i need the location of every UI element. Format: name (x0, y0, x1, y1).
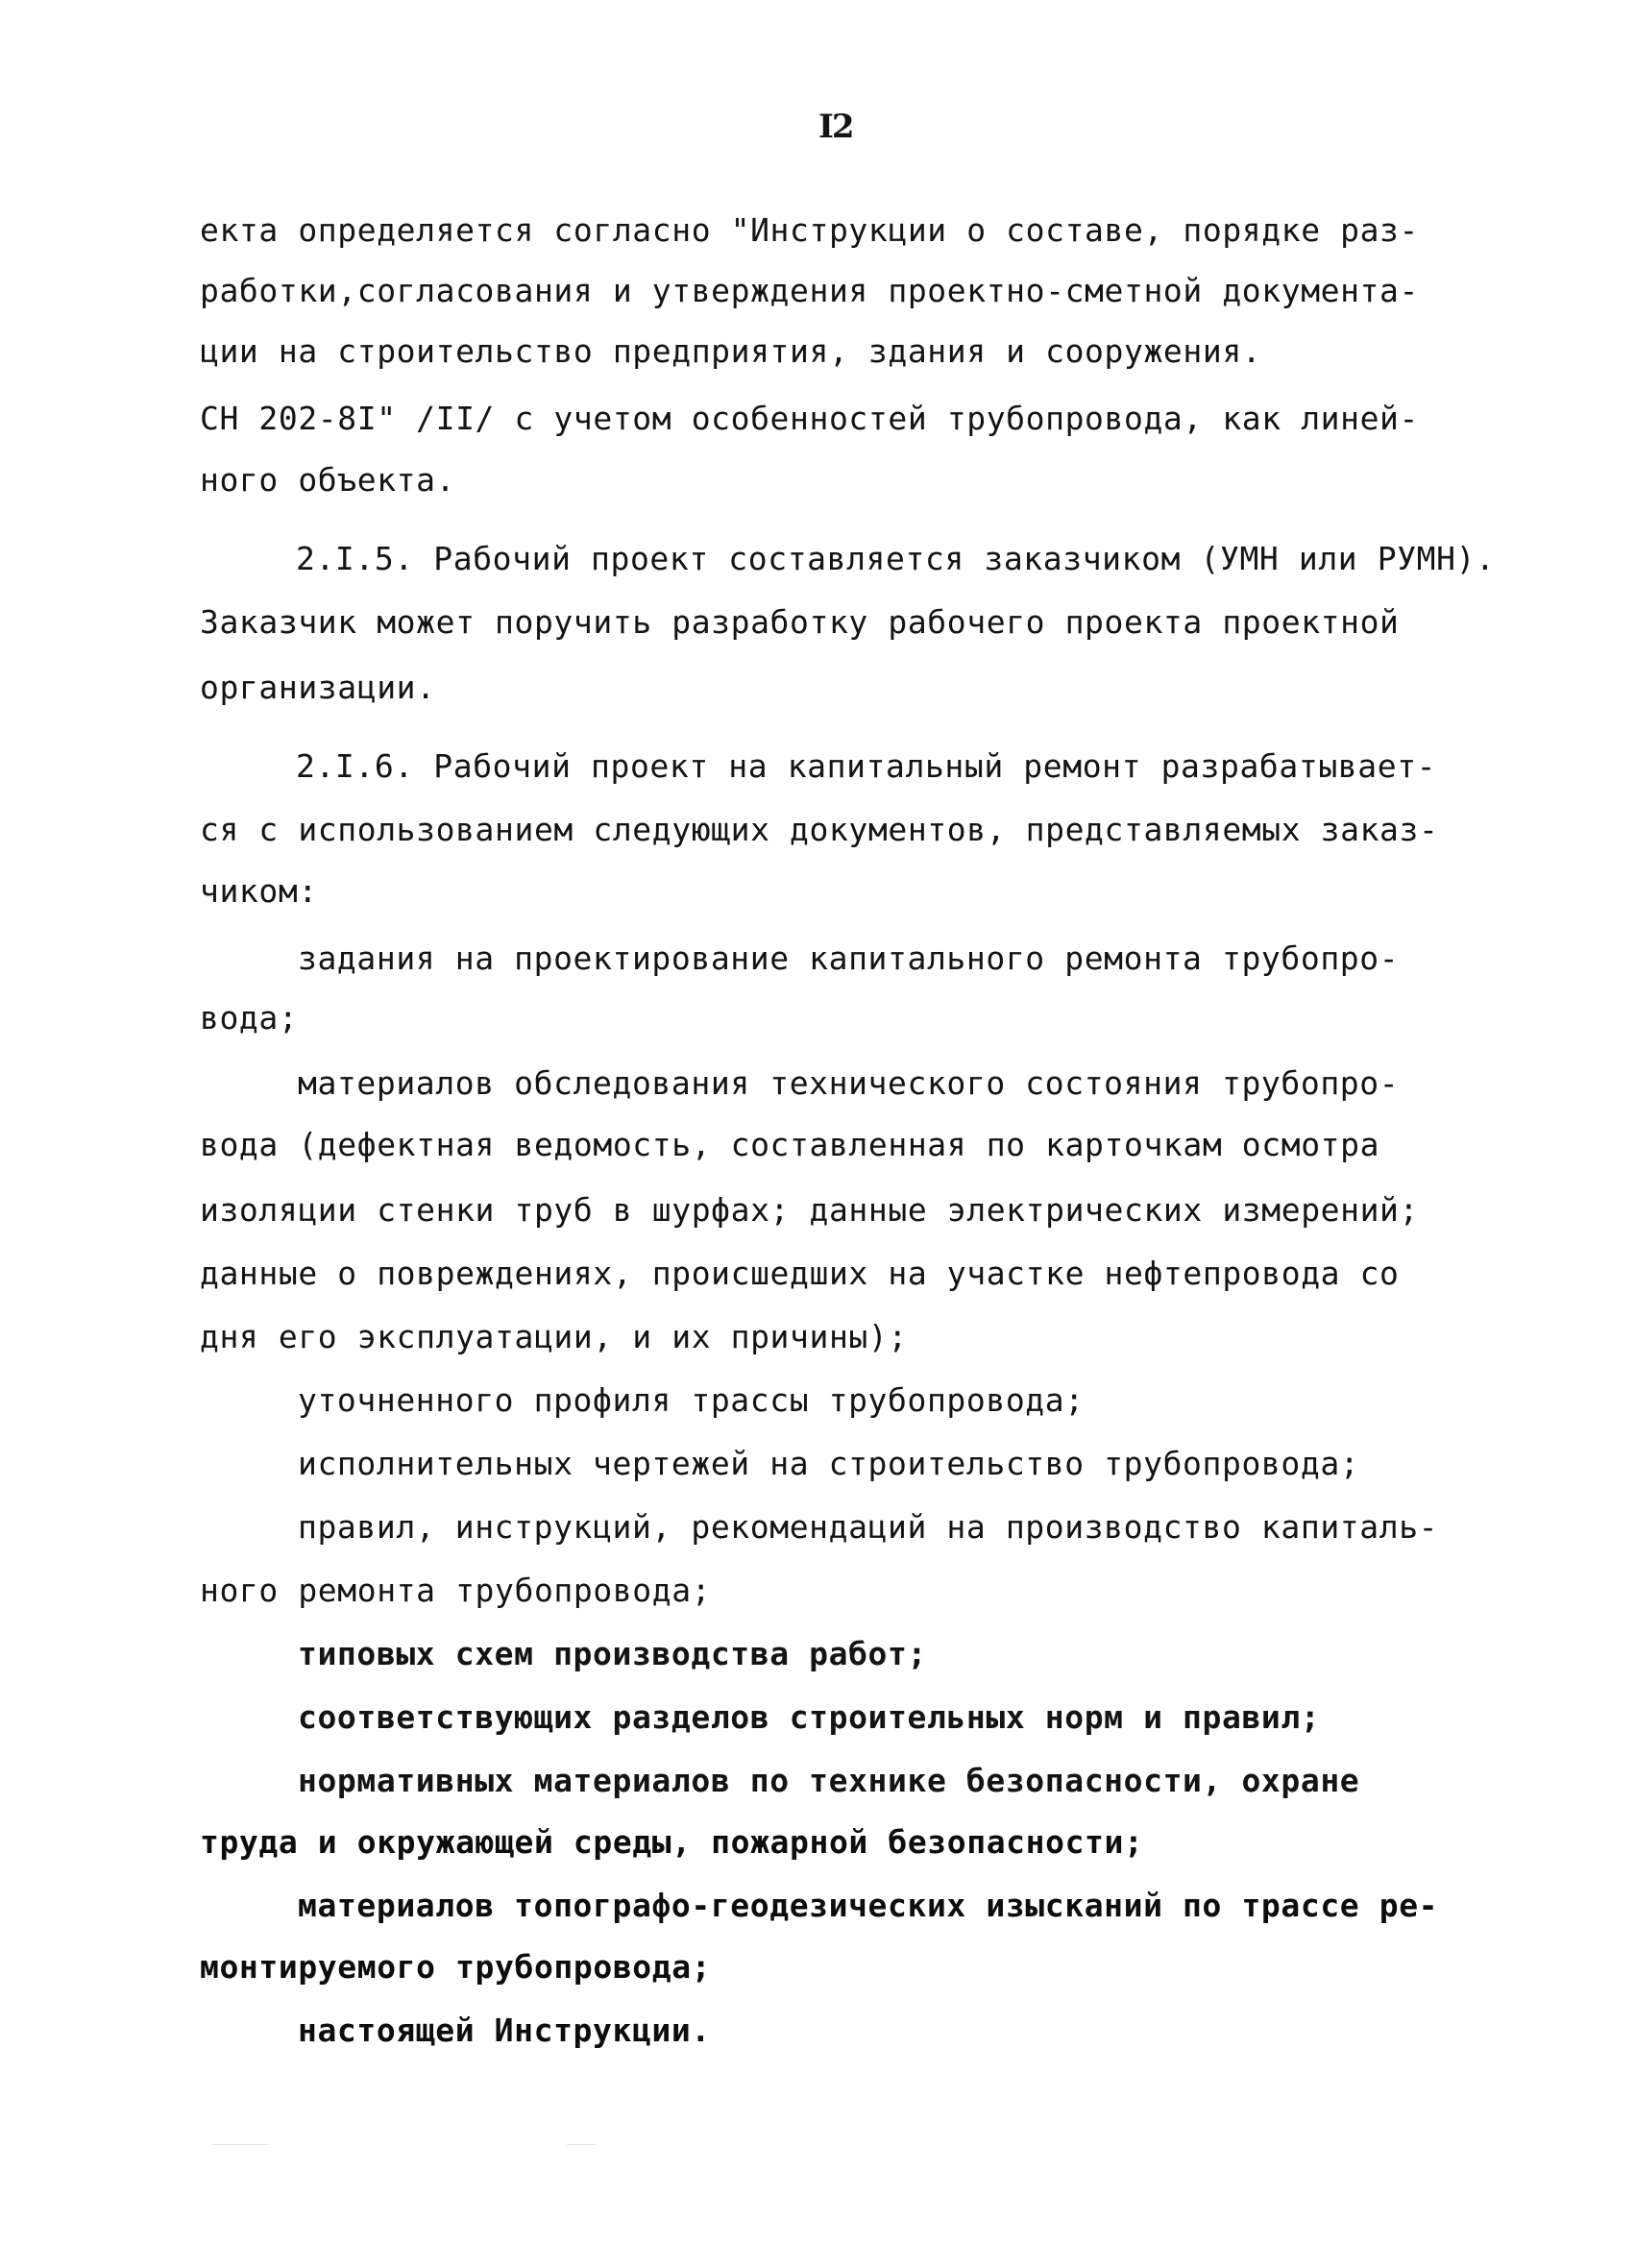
list-item: задания на проектирование капитального ремонта трубопро- (298, 939, 1400, 977)
page-number: I2 (818, 108, 853, 146)
text-line: СН 202-8I" /II/ с учетом особенностей трубопровода, как линей- (200, 400, 1419, 437)
list-item: соответствующих разделов строительных норм и правил; (298, 1698, 1321, 1736)
list-item: нормативных материалов по технике безопасности, охране (298, 1762, 1360, 1799)
text-line: чиком: (200, 872, 318, 910)
text-line: 2.I.6. Рабочий проект на капитальный ремонт разрабатывает- (296, 747, 1437, 785)
text-line: 2.I.5. Рабочий проект составляется заказчиком (УМН или РУМН). (296, 540, 1496, 577)
text-line: Заказчик может поручить разработку рабочего проекта проектной (200, 603, 1400, 641)
scan-artifact (211, 2144, 269, 2145)
list-item: правил, инструкций, рекомендаций на производство капиталь- (298, 1508, 1439, 1546)
text-line: дня его эксплуатации, и их причины); (200, 1318, 908, 1355)
list-item: материалов обследования технического состояния трубопро- (298, 1064, 1400, 1102)
text-line: вода (дефектная ведомость, составленная по карточкам осмотра (200, 1126, 1380, 1163)
text-line: организации. (200, 669, 436, 706)
list-item: настоящей Инструкции. (298, 2012, 711, 2049)
text-line: труда и окружающей среды, пожарной безопасности; (200, 1823, 1144, 1861)
text-line: ного ремонта трубопровода; (200, 1572, 712, 1609)
list-item: исполнительных чертежей на строительство трубопровода; (298, 1445, 1360, 1482)
list-item: материалов топографо-геодезических изысканий по трассе ре- (298, 1887, 1439, 1924)
list-item: типовых схем производства работ; (298, 1635, 927, 1672)
text-line: работки,согласования и утверждения проектно-сметной документа- (200, 272, 1419, 309)
text-line: ся с использованием следующих документов, представляемых заказ- (200, 811, 1439, 848)
text-line: монтируемого трубопровода; (200, 1948, 712, 1986)
text-line: вода; (200, 999, 299, 1036)
text-line: изоляции стенки труб в шурфах; данные электрических измерений; (200, 1191, 1419, 1229)
list-item: уточненного профиля трассы трубопровода; (298, 1381, 1085, 1419)
text-line: ции на строительство предприятия, здания и сооружения. (200, 332, 1262, 370)
text-line: данные о повреждениях, происшедших на участке нефтепровода со (200, 1255, 1400, 1292)
scan-artifact (567, 2144, 596, 2145)
text-line: екта определяется согласно "Инструкции о составе, порядке раз- (200, 211, 1419, 249)
text-line: ного объекта. (200, 461, 456, 499)
